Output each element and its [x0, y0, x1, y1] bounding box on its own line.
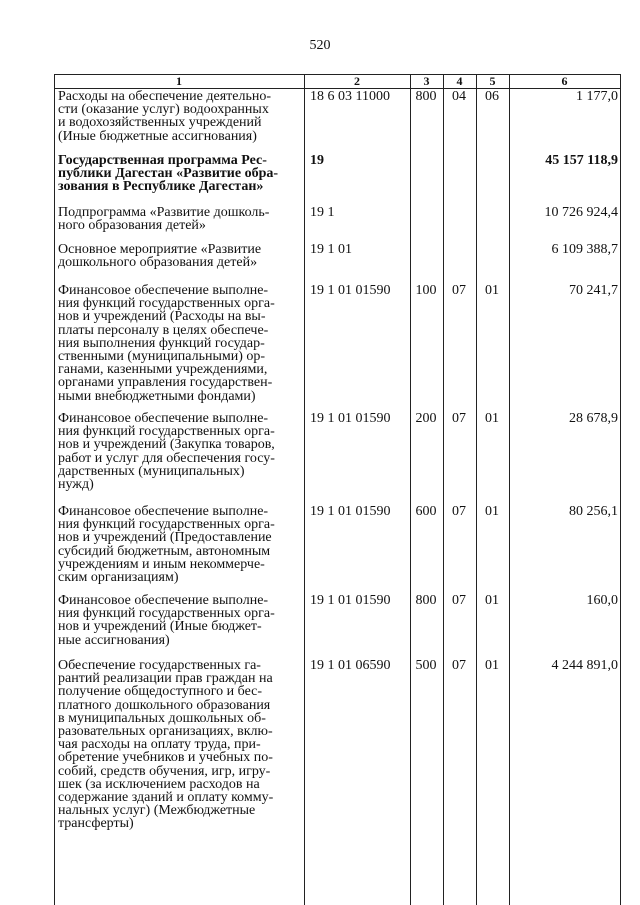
- row-expense-type: 600: [415, 504, 437, 519]
- column-divider: [54, 74, 55, 905]
- budget-table: [54, 74, 620, 905]
- header-col-5: 5: [489, 74, 496, 88]
- row-section: 07: [452, 593, 466, 608]
- row-amount: 160,0: [586, 593, 618, 608]
- row-amount: 70 241,7: [569, 283, 618, 298]
- row-amount: 10 726 924,4: [544, 205, 618, 220]
- row-amount: 45 157 118,9: [545, 153, 618, 168]
- row-code: 19 1 01: [310, 242, 352, 257]
- row-section: 07: [452, 411, 466, 426]
- row-amount: 4 244 891,0: [551, 658, 618, 673]
- column-divider: [509, 74, 510, 905]
- row-section: 07: [452, 504, 466, 519]
- row-expense-type: 100: [415, 283, 437, 298]
- row-amount: 1 177,0: [576, 89, 618, 104]
- row-subsection: 01: [485, 658, 499, 673]
- row-code: 18 6 03 11000: [310, 89, 390, 104]
- column-divider: [410, 74, 411, 905]
- column-divider: [304, 74, 305, 905]
- header-col-1: 1: [176, 74, 182, 88]
- row-subsection: 01: [485, 283, 499, 298]
- header-col-2: 2: [354, 74, 360, 88]
- row-description: Финансовое обеспечение выполне- ния функций государственных орга- нов и учреждений (Иные бюджет- ные ассигнования): [58, 593, 275, 648]
- row-amount: 6 109 388,7: [551, 242, 618, 257]
- row-subsection: 01: [485, 411, 499, 426]
- row-description: Обеспечение государственных га- рантий реализации прав граждан на получение общедоступного и бес- платного дошкольного образования в муниципальных дошкольных об- разовательных организациях, вклю- чая расходы на оплату труда, при- обретение учебников и учебных по- собий, средств обучения, игр, игру- шек (за исключением расходов на содержание зданий и оплату комму- нальных услуг) (Межбюджетные трансферты): [58, 658, 274, 832]
- row-expense-type: 200: [415, 411, 437, 426]
- row-expense-type: 500: [415, 658, 437, 673]
- page-number: 520: [309, 38, 331, 53]
- row-section: 04: [452, 89, 466, 104]
- row-description: Финансовое обеспечение выполне- ния функций государственных орга- нов и учреждений (Предоставление субсидий бюджетным, автономным учреждениям и иным некоммерче- ским организациям): [58, 504, 275, 586]
- row-code: 19 1 01 06590: [310, 658, 391, 673]
- row-code: 19 1 01 01590: [310, 411, 391, 426]
- column-divider: [443, 74, 444, 905]
- header-col-4: 4: [456, 74, 463, 88]
- row-description: Основное мероприятие «Развитие дошкольного образования детей»: [58, 242, 262, 271]
- row-code: 19 1: [310, 205, 335, 220]
- row-code: 19: [310, 153, 324, 168]
- column-divider: [620, 74, 621, 905]
- row-code: 19 1 01 01590: [310, 593, 391, 608]
- row-subsection: 01: [485, 504, 499, 519]
- row-description: Расходы на обеспечение деятельно- сти (оказание услуг) водоохранных и водохозяйственных учреждений (Иные бюджетные ассигнования): [58, 89, 271, 144]
- row-subsection: 06: [485, 89, 499, 104]
- row-section: 07: [452, 283, 466, 298]
- row-expense-type: 800: [415, 593, 437, 608]
- row-code: 19 1 01 01590: [310, 283, 391, 298]
- row-description: Финансовое обеспечение выполне- ния функций государственных орга- нов и учреждений (Закупка товаров, работ и услуг для обеспечения госу- дарственных (муниципальных) нужд): [58, 411, 275, 493]
- row-expense-type: 800: [415, 89, 437, 104]
- row-amount: 28 678,9: [569, 411, 618, 426]
- row-description: Государственная программа Рес- публики Дагестан «Развитие обра- зования в Республике Дагестан»: [58, 153, 279, 195]
- row-description: Финансовое обеспечение выполне- ния функций государственных орга- нов и учреждений (Расходы на вы- платы персоналу в целях обеспече- ния выполнения функций государ- ственными (муниципальными) ор- ганами, казенными учреждениями, органами управления государствен- ными внебюджетными фондами): [58, 283, 275, 404]
- column-divider: [476, 74, 477, 905]
- row-section: 07: [452, 658, 466, 673]
- row-subsection: 01: [485, 593, 499, 608]
- row-amount: 80 256,1: [569, 504, 618, 519]
- row-description: Подпрограмма «Развитие дошколь- ного образования детей»: [58, 205, 270, 234]
- header-col-3: 3: [423, 74, 430, 88]
- row-code: 19 1 01 01590: [310, 504, 391, 519]
- header-col-6: 6: [561, 74, 568, 88]
